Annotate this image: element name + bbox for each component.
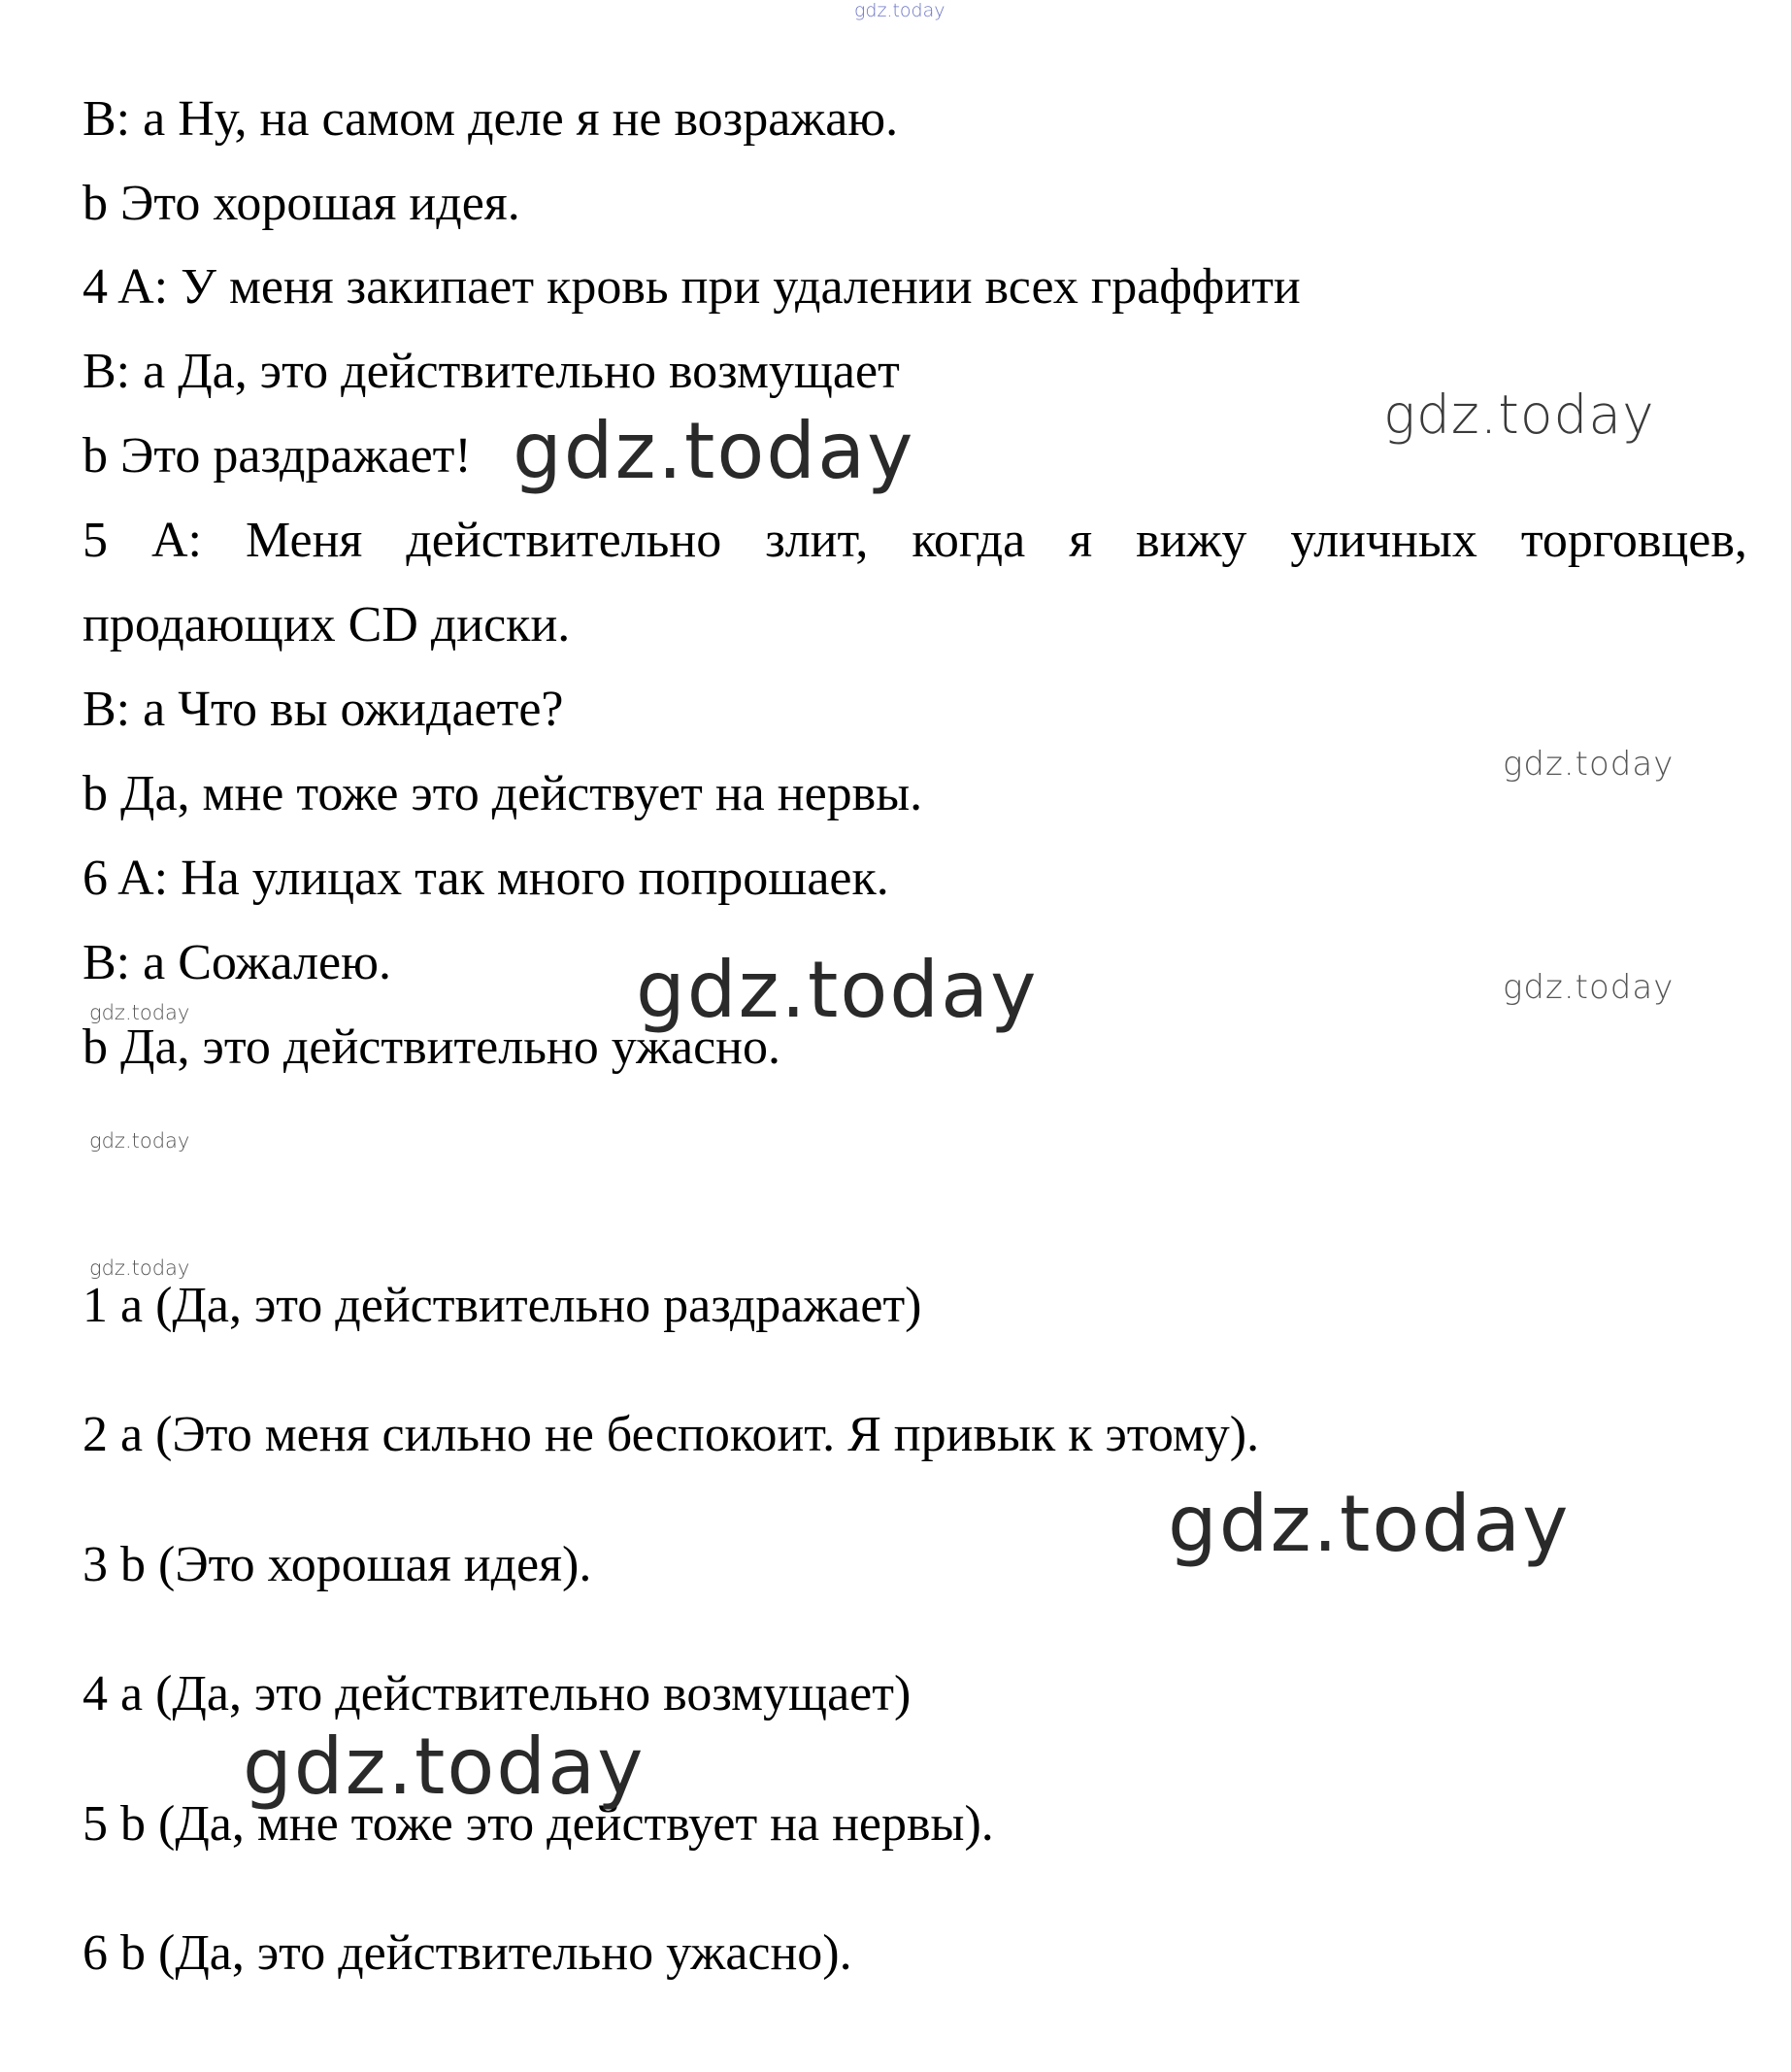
- dialogue-line-7: продающих CD диски.: [83, 597, 571, 652]
- watermark: gdz.today: [243, 1721, 646, 1812]
- answer-line-1: 1 a (Да, это действительно раздражает): [83, 1278, 922, 1333]
- answer-line-4: 4 a (Да, это действительно возмущает): [83, 1666, 912, 1721]
- word: 5: [83, 513, 108, 568]
- dialogue-line-1: B: a Ну, на самом деле я не возражаю.: [83, 91, 899, 147]
- dialogue-line-2: b Это хорошая идея.: [83, 176, 520, 231]
- dialogue-line-5: b Это раздражает!: [83, 428, 472, 484]
- watermark: gdz.today: [513, 406, 915, 496]
- word: Меня: [245, 513, 363, 568]
- word: когда: [912, 513, 1026, 568]
- answer-line-6: 6 b (Да, это действительно ужасно).: [83, 1925, 852, 1981]
- word: злит,: [765, 513, 869, 568]
- dialogue-line-12: b Да, это действительно ужасно.: [83, 1019, 780, 1075]
- watermark: gdz.today: [1168, 1479, 1571, 1569]
- watermark: gdz.today: [1503, 745, 1675, 784]
- dialogue-line-8: B: a Что вы ожидаете?: [83, 682, 564, 737]
- dialogue-line-3: 4 A: У меня закипает кровь при удалении всех граффити: [83, 259, 1301, 315]
- dialogue-line-9: b Да, мне тоже это действует на нервы.: [83, 766, 923, 821]
- watermark: gdz.today: [89, 1256, 190, 1280]
- watermark: gdz.today: [1503, 968, 1675, 1007]
- answer-line-3: 3 b (Это хорошая идея).: [83, 1537, 592, 1592]
- dialogue-line-6: [83, 513, 1747, 568]
- word: действительно: [406, 513, 722, 568]
- answer-line-5: 5 b (Да, мне тоже это действует на нервы).: [83, 1796, 994, 1852]
- watermark: gdz.today: [89, 1129, 190, 1153]
- word: уличных: [1290, 513, 1477, 568]
- word: вижу: [1136, 513, 1247, 568]
- dialogue-line-4: B: a Да, это действительно возмущает: [83, 344, 900, 399]
- dialogue-line-10: 6 A: На улицах так много попрошаек.: [83, 851, 889, 906]
- word: торговцев,: [1520, 513, 1747, 568]
- word: A:: [150, 513, 202, 568]
- watermark: gdz.today: [636, 945, 1039, 1035]
- dialogue-line-11: B: a Сожалею.: [83, 935, 391, 990]
- answer-line-2: 2 a (Это меня сильно не беспокоит. Я привык к этому).: [83, 1407, 1260, 1462]
- watermark-top: gdz.today: [854, 0, 945, 21]
- watermark: gdz.today: [89, 1001, 190, 1024]
- watermark: gdz.today: [1383, 384, 1655, 446]
- word: я: [1069, 513, 1093, 568]
